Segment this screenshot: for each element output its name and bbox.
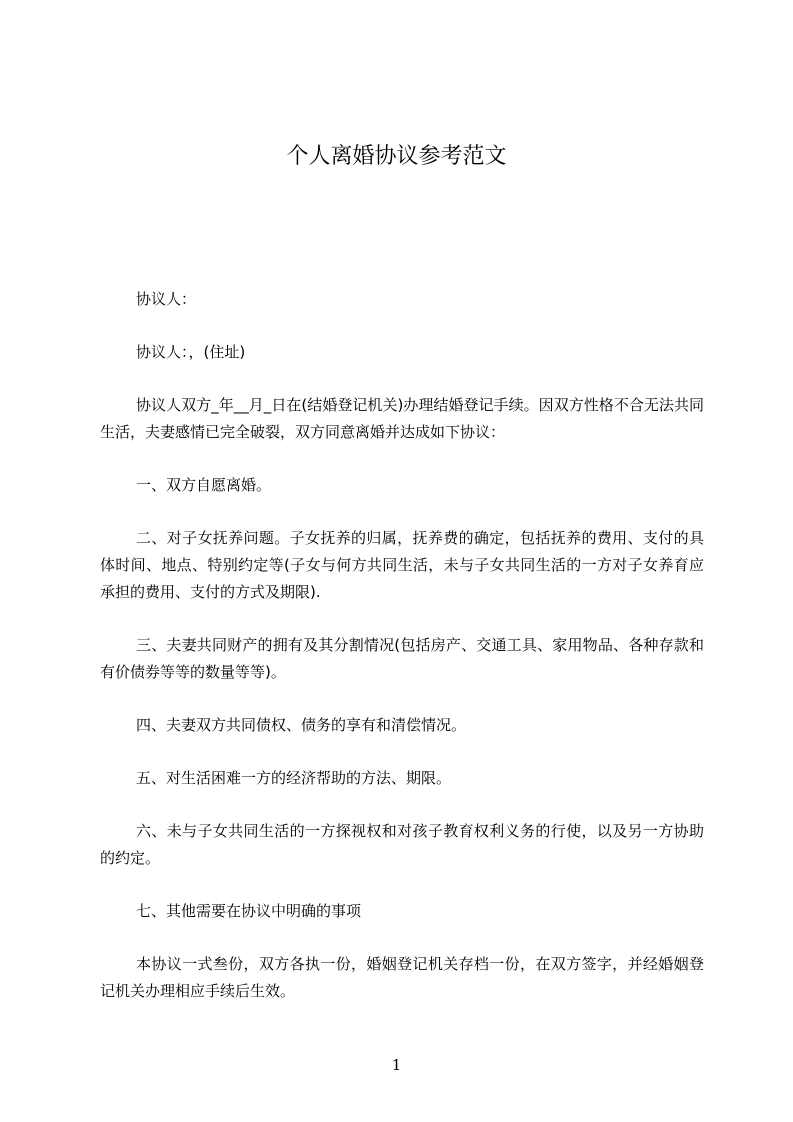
paragraph-intro: 协议人双方_年__月_日在(结婚登记机关)办理结婚登记手续。因双方性格不合无法共同生活，夫妻感情已完全破裂，双方同意离婚并达成如下协议： — [100, 396, 704, 441]
document-body — [100, 286, 704, 1005]
paragraph-clause-1: 一、双方自愿离婚。 — [136, 476, 272, 494]
paragraph-party-2: 协议人：，(住址) — [136, 343, 246, 361]
paragraph-closing: 本协议一式叁份，双方各执一份，婚姻登记机关存档一份，在双方签字，并经婚姻登记机关办理相应手续后生效。 — [100, 955, 704, 1000]
paragraph-clause-7: 七、其他需要在协议中明确的事项 — [136, 902, 362, 920]
page-title: 个人离婚协议参考范文 — [286, 144, 507, 169]
paragraph-clause-4: 四、夫妻双方共同债权、债务的享有和清偿情况。 — [136, 716, 467, 734]
paragraph-clause-5: 五、对生活困难一方的经济帮助的方法、期限。 — [136, 769, 452, 787]
paragraph-clause-3: 三、夫妻共同财产的拥有及其分割情况(包括房产、交通工具、家用物品、各种存款和有价债券等等的数量等等)。 — [100, 636, 704, 681]
paragraph-clause-2: 二、对子女抚养问题。子女抚养的归属，抚养费的确定，包括抚养的费用、支付的具体时间、地点、特别约定等(子女与何方共同生活，未与子女共同生活的一方对子女养育应承担的费用、支付的方式及期限). — [100, 529, 704, 601]
paragraph-party-1: 协议人： — [136, 290, 197, 308]
page-number: 1 — [391, 1056, 402, 1074]
paragraph-clause-6: 六、未与子女共同生活的一方探视权和对孩子教育权利义务的行使，以及另一方协助的约定。 — [100, 822, 704, 867]
